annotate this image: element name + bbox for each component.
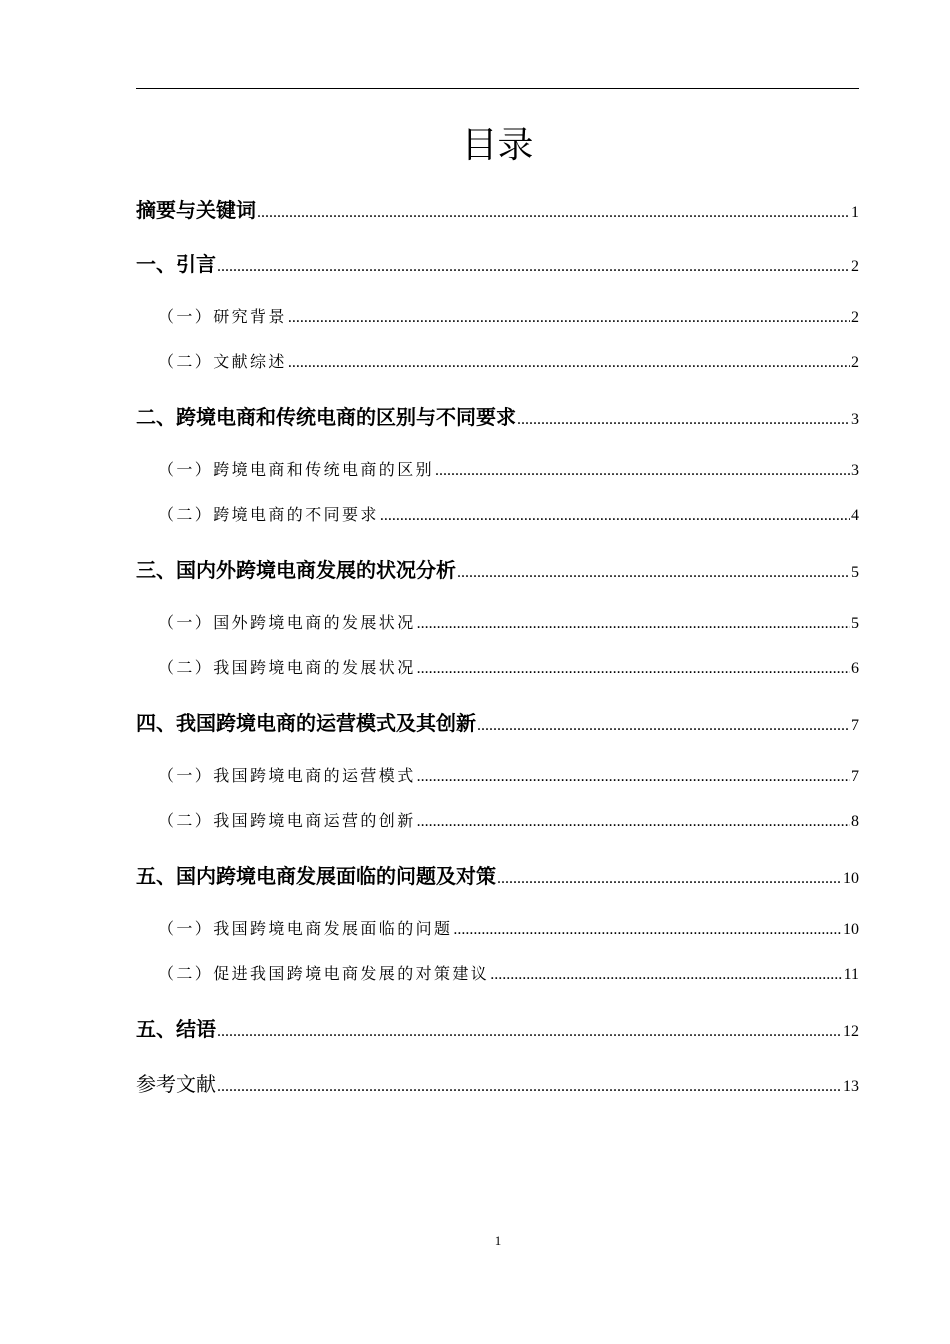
toc-entry-page: 2 [851,309,859,326]
toc-entry-page: 2 [851,258,859,275]
toc-entry-label: （一）跨境电商和传统电商的区别 [158,460,435,479]
header-rule [136,88,859,89]
toc-entry-page: 8 [851,813,859,830]
toc-entry-section-5[interactable] [136,860,859,889]
toc-entry-section-1-2[interactable] [158,349,859,372]
toc-entry-label: （一）国外跨境电商的发展状况 [158,613,416,632]
toc-entry-page: 7 [851,717,859,734]
toc-entry-section-4[interactable] [136,707,859,736]
toc-leader-dots [217,1023,842,1041]
toc-entry-section-1-1[interactable] [158,304,859,327]
toc-entry-page: 3 [851,462,859,479]
toc-entry-label: 四、我国跨境电商的运营模式及其创新 [136,711,476,735]
toc-leader-dots [497,870,842,888]
toc-entry-page: 7 [851,768,859,785]
toc-entry-page: 6 [851,660,859,677]
toc-leader-dots [453,921,842,939]
toc-entry-page: 4 [851,507,859,524]
toc-entry-page: 12 [843,1023,859,1040]
toc-entry-page: 2 [851,354,859,371]
toc-entry-references[interactable] [136,1068,859,1097]
toc-entry-label: （一）我国跨境电商发展面临的问题 [158,919,453,938]
toc-entry-page: 10 [843,921,859,938]
toc-entry-page: 3 [851,411,859,428]
toc-entry-label: 摘要与关键词 [136,198,256,222]
toc-entry-section-2-1[interactable] [158,457,859,480]
toc-entry-label: 参考文献 [136,1072,216,1096]
toc-entry-section-5-2[interactable] [158,961,859,984]
toc-entry-section-2[interactable] [136,401,859,430]
toc-entry-section-3[interactable] [136,554,859,583]
toc-entry-section-5-1[interactable] [158,916,859,939]
toc-entry-label: （二）促进我国跨境电商发展的对策建议 [158,964,490,983]
toc-leader-dots [435,462,850,480]
toc-leader-dots [380,507,850,525]
toc-entry-label: （二）跨境电商的不同要求 [158,505,379,524]
toc-entry-label: （二）我国跨境电商的发展状况 [158,658,416,677]
toc-entry-page: 5 [851,615,859,632]
toc-entry-label: 二、跨境电商和传统电商的区别与不同要求 [136,405,516,429]
toc-entry-page: 5 [851,564,859,581]
toc-title: 目录 [461,125,534,166]
toc-entry-label: 五、结语 [136,1017,216,1041]
toc-entry-section-3-2[interactable] [158,655,859,678]
toc-entry-page: 13 [843,1078,859,1095]
toc-leader-dots [288,309,850,327]
toc-entry-label: （二）文献综述 [158,352,287,371]
toc-entry-section-3-1[interactable] [158,610,859,633]
toc-leader-dots [417,813,850,831]
toc-entry-label: 三、国内外跨境电商发展的状况分析 [136,558,456,582]
toc-entry-label: 一、引言 [136,252,216,276]
toc-leader-dots [257,204,850,222]
toc-entry-page: 10 [843,870,859,887]
toc-entry-label: （一）我国跨境电商的运营模式 [158,766,416,785]
toc-entry-conclusion[interactable] [136,1013,859,1042]
toc-leader-dots [477,717,850,735]
toc-leader-dots [288,354,850,372]
toc-entry-section-2-2[interactable] [158,502,859,525]
toc-entry-section-4-1[interactable] [158,763,859,786]
toc-entry-label: （二）我国跨境电商运营的创新 [158,811,416,830]
toc-entry-page: 11 [843,966,859,983]
toc-leader-dots [417,768,850,786]
toc-leader-dots [417,660,850,678]
toc-entry-label: 五、国内跨境电商发展面临的问题及对策 [136,864,496,888]
toc-leader-dots [517,411,850,429]
toc-leader-dots [457,564,850,582]
toc-entry-page: 1 [851,204,859,221]
toc-leader-dots [490,966,842,984]
toc-entry-section-1[interactable] [136,248,859,277]
toc-entry-abstract[interactable] [136,194,859,223]
toc-entry-section-4-2[interactable] [158,808,859,831]
toc-leader-dots [417,615,850,633]
toc-entry-label: （一）研究背景 [158,307,287,326]
toc-leader-dots [217,1078,842,1096]
toc-leader-dots [217,258,850,276]
footer-page-number: 1 [494,1233,502,1248]
